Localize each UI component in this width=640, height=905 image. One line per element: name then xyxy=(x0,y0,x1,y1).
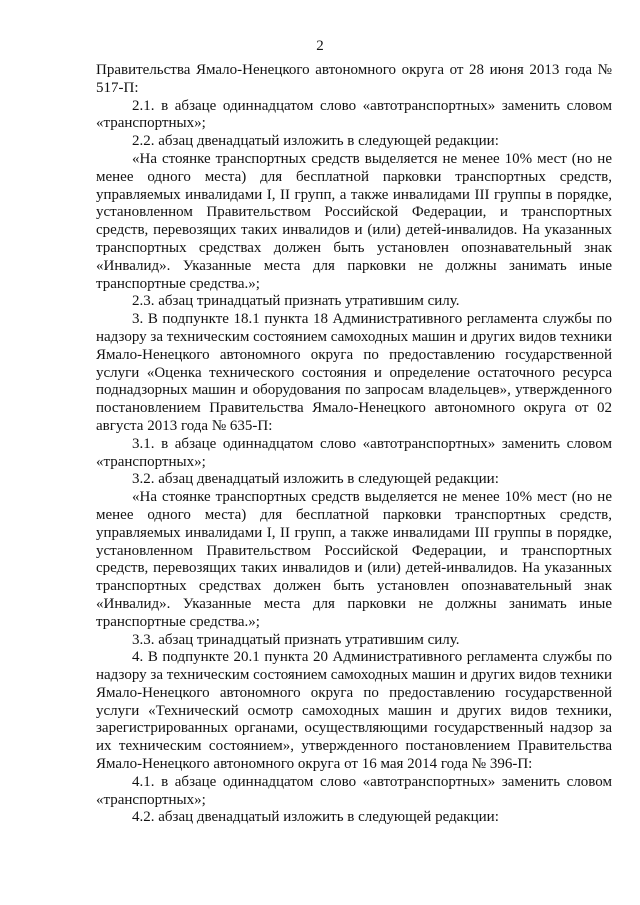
paragraph: 2.3. абзац тринадцатый признать утратившим силу. xyxy=(132,293,460,310)
paragraph: «На стоянке транспортных средств выделяется не менее 10% мест (но не менее одного места) для бесплатной парковки транспортных средств, управляемых инвалидами I, II групп, а также инвалидами III группы в порядке, установленном Правительством Российской Федерации, и транспортных средств, перевозящих таких инвалидов и (или) детей-инвалидов. На указанных транспортных средствах должен быть установлен опознавательный знак «Инвалид». Указанные места для парковки не должны занимать иные транспортные средства.»; xyxy=(96,489,612,630)
paragraph: 3.2. абзац двенадцатый изложить в следующей редакции: xyxy=(132,471,499,488)
page-number: 2 xyxy=(316,38,324,54)
paragraph: 4.2. абзац двенадцатый изложить в следующей редакции: xyxy=(132,809,499,826)
paragraph: 3.3. абзац тринадцатый признать утратившим силу. xyxy=(132,631,460,648)
paragraph: 2.1. в абзаце одиннадцатом слово «автотранспортных» заменить словом «транспортных»; xyxy=(96,97,612,132)
paragraph: 4.1. в абзаце одиннадцатом слово «автотранспортных» заменить словом «транспортных»; xyxy=(96,773,612,808)
document-body xyxy=(96,62,612,827)
paragraph: 3. В подпункте 18.1 пункта 18 Административного регламента службы по надзору за техническим состоянием самоходных машин и других видов техники Ямало-Ненецкого автономного округа по предоставлению государственной услуги «Оценка технического состояния и определение остаточного ресурса поднадзорных машин и оборудования по запросам владельцев», утвержденного постановлением Правительства Ямало-Ненецкого автономного округа от 02 августа 2013 года № 635-П: xyxy=(96,311,612,434)
paragraph: Правительства Ямало-Ненецкого автономного округа от 28 июня 2013 года № 517-П: xyxy=(96,62,612,96)
paragraph: 3.1. в абзаце одиннадцатом слово «автотранспортных» заменить словом «транспортных»; xyxy=(96,435,612,470)
paragraph: 4. В подпункте 20.1 пункта 20 Административного регламента службы по надзору за техническим состоянием самоходных машин и других видов техники Ямало-Ненецкого автономного округа по предоставлению государственной услуги «Технический осмотр самоходных машин и других видов техники, зарегистрированных органами, осуществляющими государственный надзор за их техническим состоянием», утвержденного постановлением Правительства Ямало-Ненецкого автономного округа от 16 мая 2014 года № 396-П: xyxy=(96,649,612,773)
paragraph: 2.2. абзац двенадцатый изложить в следующей редакции: xyxy=(132,133,499,150)
paragraph: «На стоянке транспортных средств выделяется не менее 10% мест (но не менее одного места) для бесплатной парковки транспортных средств, управляемых инвалидами I, II групп, а также инвалидами III группы в порядке, установленном Правительством Российской Федерации, и транспортных средств, перевозящих таких инвалидов и (или) детей-инвалидов. На указанных транспортных средствах должен быть установлен опознавательный знак «Инвалид». Указанные места для парковки не должны занимать иные транспортные средства.»; xyxy=(96,150,612,292)
